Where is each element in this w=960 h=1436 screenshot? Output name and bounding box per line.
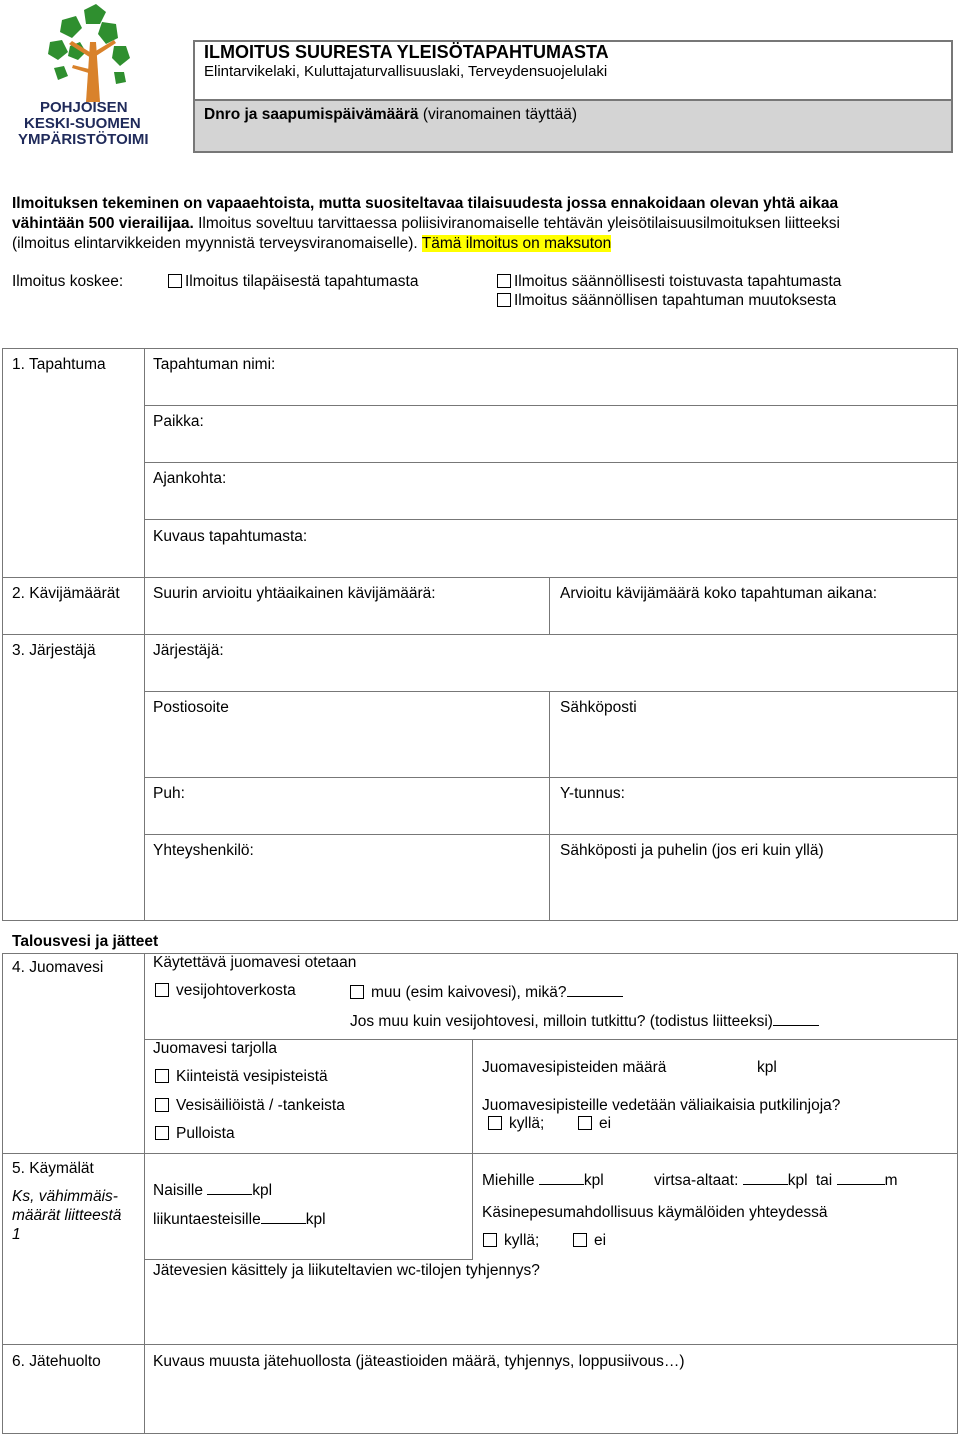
intro-line-2 (12, 215, 840, 233)
opt-temporary-label: Ilmoitus tilapäisestä tapahtumasta (185, 273, 419, 290)
section-3-label: 3. Järjestäjä (12, 642, 96, 659)
laws-text: Elintarvikelaki, Kuluttajaturvallisuuslaki, Terveydensuojelulaki (204, 63, 608, 80)
urinals-field[interactable] (654, 1170, 897, 1190)
handwash-no-label: ei (594, 1232, 607, 1249)
event-name-field[interactable]: Tapahtuman nimi: (153, 356, 276, 373)
opt-bottles[interactable] (155, 1125, 235, 1143)
opt-change-label: Ilmoitus säännöllisen tapahtuman muutoksesta (514, 292, 837, 309)
business-id-field[interactable]: Y-tunnus: (560, 785, 625, 802)
total-visitors-field[interactable]: Arvioitu kävijämäärä koko tapahtuman aikana: (560, 585, 878, 602)
handwash-yes-label: kyllä; (504, 1232, 540, 1249)
urinals-label: virtsa-altaat: (654, 1172, 739, 1189)
women-unit: kpl (252, 1182, 273, 1199)
section-4-label: 4. Juomavesi (12, 959, 104, 976)
checkbox-mains-water[interactable] (155, 983, 169, 997)
checkbox-bottles[interactable] (155, 1126, 169, 1140)
pipes-question: Juomavesipisteille vedetään väliaikaisia putkilinjoja? (482, 1097, 841, 1114)
women-label: Naisille (153, 1182, 203, 1199)
section-6-label: 6. Jätehuolto (12, 1353, 101, 1370)
other-water-blank[interactable] (567, 982, 623, 997)
free-notice: Tämä ilmoitus on maksuton (421, 235, 612, 252)
checkbox-pipes-yes[interactable] (488, 1116, 502, 1130)
dnro-note: (viranomainen täyttää) (418, 106, 578, 123)
disabled-blank[interactable] (261, 1209, 306, 1224)
handwash-yes[interactable] (483, 1232, 539, 1250)
men-unit: kpl (583, 1172, 604, 1189)
dnro-field[interactable] (204, 106, 577, 124)
event-description-field[interactable]: Kuvaus tapahtumasta: (153, 528, 308, 545)
opt-fixed-label: Kiinteistä vesipisteistä (176, 1068, 328, 1085)
water-source-label: Käytettävä juomavesi otetaan (153, 954, 357, 971)
event-time-field[interactable]: Ajankohta: (153, 470, 227, 487)
opt-change[interactable] (497, 292, 836, 310)
checkbox-handwash-no[interactable] (573, 1233, 587, 1247)
contact-info-field[interactable]: Sähköposti ja puhelin (jos eri kuin yllä) (560, 842, 824, 859)
opt-recurring-label: Ilmoitus säännöllisesti toistuvasta tapahtumasta (514, 273, 842, 290)
water-points-label: Juomavesipisteiden määrä (482, 1059, 667, 1076)
opt-bottles-label: Pulloista (176, 1125, 235, 1142)
intro-rest: Ilmoitus soveltuu tarvittaessa poliisiviranomaiselle tehtävän yleisötilaisuusilmoituksen liitteeksi (193, 215, 840, 232)
checkbox-change[interactable] (497, 293, 511, 307)
urinals-or: tai (815, 1172, 833, 1189)
checkbox-fixed-points[interactable] (155, 1069, 169, 1083)
address-field[interactable]: Postiosoite (153, 699, 229, 716)
checkbox-pipes-no[interactable] (578, 1116, 592, 1130)
checkbox-other-water[interactable] (350, 985, 364, 999)
intro-line-1: Ilmoituksen tekeminen on vapaaehtoista, mutta suositeltavaa tilaisuudesta jossa ennakoidaan olevan yhtä aikaa (12, 195, 839, 212)
contact-person-field[interactable]: Yhteyshenkilö: (153, 842, 254, 859)
opt-tanks-label: Vesisäiliöistä / -tankeista (176, 1097, 345, 1114)
women-toilets-field[interactable] (153, 1180, 272, 1200)
served-label: Juomavesi tarjolla (153, 1040, 278, 1057)
tested-blank[interactable] (773, 1011, 819, 1026)
logo-line-3: YMPÄRISTÖTOIMI (18, 131, 149, 148)
dnro-label: Dnro ja saapumispäivämäärä (204, 106, 419, 123)
urinals-meters-unit: m (884, 1172, 898, 1189)
intro-line-3 (12, 235, 611, 253)
opt-tanks[interactable] (155, 1097, 345, 1115)
checkbox-temporary[interactable] (168, 274, 182, 288)
water-waste-heading: Talousvesi ja jätteet (12, 933, 159, 950)
checkbox-recurring[interactable] (497, 274, 511, 288)
men-toilets-field[interactable] (482, 1170, 604, 1190)
pipes-no[interactable] (578, 1115, 611, 1133)
pipes-yes-label: kyllä; (509, 1115, 545, 1132)
event-place-field[interactable]: Paikka: (153, 413, 204, 430)
max-visitors-field[interactable]: Suurin arvioitu yhtäaikainen kävijämäärä: (153, 585, 436, 602)
opt-temporary[interactable] (168, 273, 418, 291)
disabled-label: liikuntaesteisille (153, 1211, 261, 1228)
logo-line-1: POHJOISEN (40, 99, 128, 116)
section-1-label: 1. Tapahtuma (12, 356, 106, 373)
opt-fixed-points[interactable] (155, 1068, 328, 1086)
organizer-field[interactable]: Järjestäjä: (153, 642, 224, 659)
opt-other-label: muu (esim kaivovesi), mikä? (371, 984, 567, 1001)
concerns-label: Ilmoitus koskee: (12, 273, 124, 290)
opt-other-water[interactable] (350, 982, 623, 1002)
phone-field[interactable]: Puh: (153, 785, 185, 802)
section-2-label: 2. Kävijämäärät (12, 585, 120, 602)
men-blank[interactable] (539, 1170, 584, 1185)
tree-icon (14, 2, 164, 102)
opt-recurring[interactable] (497, 273, 841, 291)
toilets-note-1: Ks, vähimmäis- (12, 1188, 118, 1205)
disabled-toilets-field[interactable] (153, 1209, 326, 1229)
toilets-note-3: 1 (12, 1226, 21, 1243)
waste-management-field[interactable]: Kuvaus muusta jätehuollosta (jäteastioiden määrä, tyhjennys, loppusiivous…) (153, 1353, 685, 1370)
email-field[interactable]: Sähköposti (560, 699, 637, 716)
urinals-blank[interactable] (743, 1170, 788, 1185)
tested-label: Jos muu kuin vesijohtovesi, milloin tutkittu? (todistus liitteeksi) (350, 1013, 773, 1030)
men-label: Miehille (482, 1172, 535, 1189)
intro-bold: vähintään 500 vierailijaa. (12, 215, 194, 232)
form-title: ILMOITUS SUURESTA YLEISÖTAPAHTUMASTA (204, 42, 609, 62)
intro-line3: (ilmoitus elintarvikkeiden myynnistä terveysviranomaiselle). (12, 235, 422, 252)
checkbox-tanks[interactable] (155, 1098, 169, 1112)
checkbox-handwash-yes[interactable] (483, 1233, 497, 1247)
urinals-meters-blank[interactable] (837, 1170, 885, 1185)
opt-mains-water[interactable] (155, 982, 296, 1000)
pipes-no-label: ei (599, 1115, 612, 1132)
toilets-note-2: määrät liitteestä (12, 1207, 122, 1224)
disabled-unit: kpl (305, 1211, 326, 1228)
handwash-label: Käsinepesumahdollisuus käymälöiden yhteydessä (482, 1204, 828, 1221)
tested-field[interactable] (350, 1011, 819, 1031)
opt-mains-label: vesijohtoverkosta (176, 982, 296, 999)
wastewater-field[interactable]: Jätevesien käsittely ja liikuteltavien wc-tilojen tyhjennys? (153, 1262, 540, 1279)
logo-line-2: KESKI-SUOMEN (24, 115, 141, 132)
urinals-unit: kpl (787, 1172, 808, 1189)
women-blank[interactable] (207, 1180, 252, 1195)
logo (14, 2, 164, 162)
section-5-label: 5. Käymälät (12, 1160, 94, 1177)
water-points-unit: kpl (757, 1059, 777, 1076)
handwash-no[interactable] (573, 1232, 606, 1250)
pipes-yes[interactable] (488, 1115, 544, 1133)
